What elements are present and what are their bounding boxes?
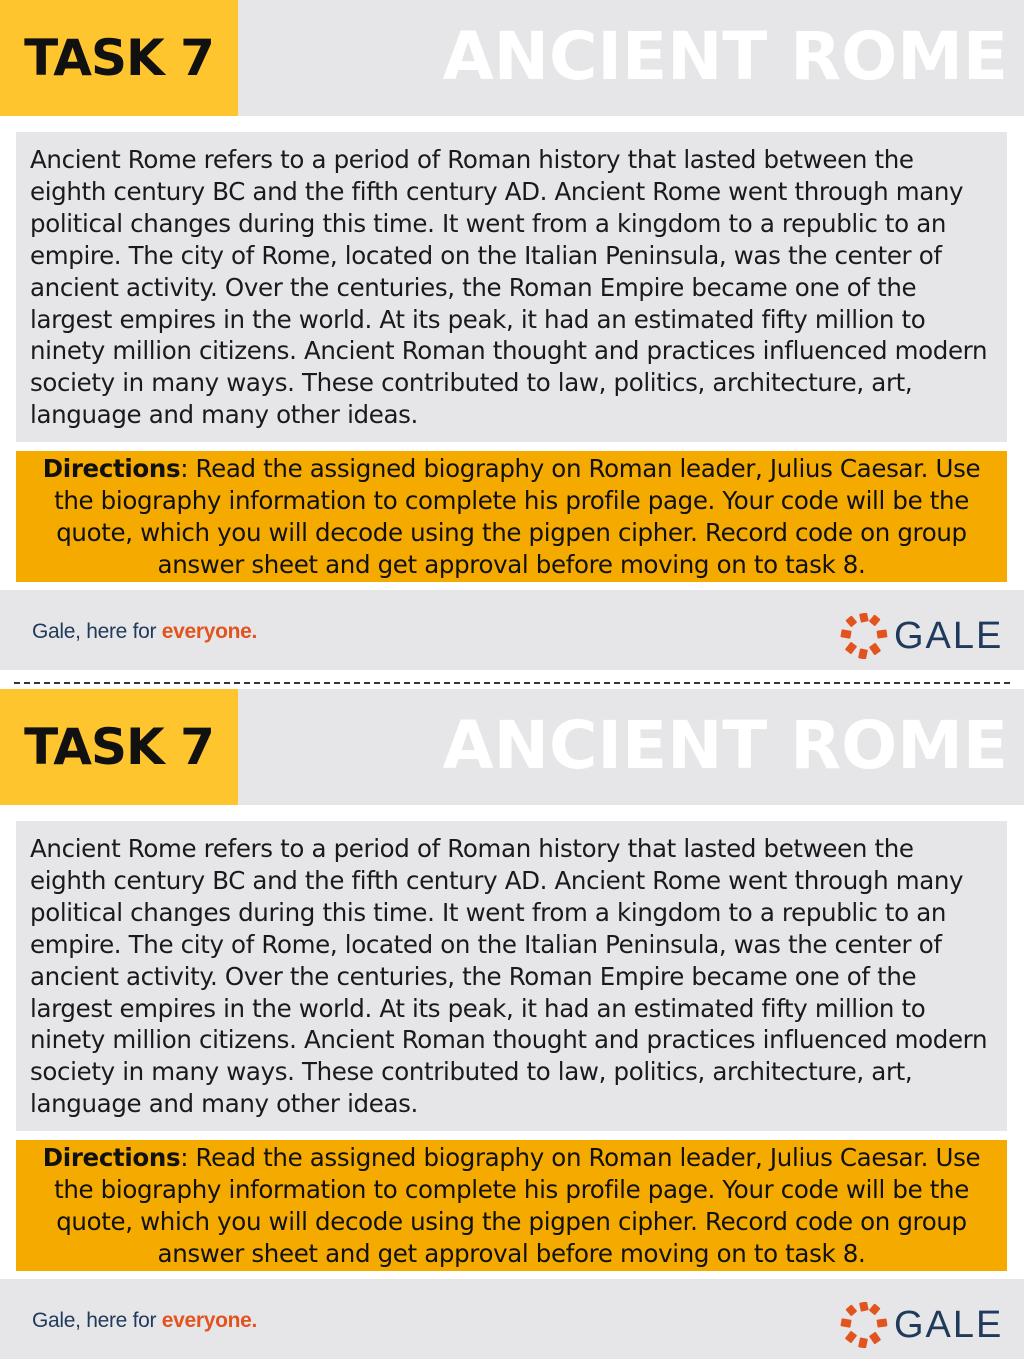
gale-starburst-icon <box>840 613 888 659</box>
directions-panel <box>16 1140 1007 1271</box>
directions-label: Directions <box>42 454 181 483</box>
task-label: TASK 7 <box>24 29 214 87</box>
page-title: ANCIENT ROME <box>442 18 1008 95</box>
brand-tagline <box>32 1309 257 1333</box>
task-label: TASK 7 <box>24 718 214 776</box>
intro-text: Ancient Rome refers to a period of Roman history that lasted between the eighth century BC and the fifth century AD. Ancient Rome went through many political changes during this time. It went from a kingdom to a republic to an empire. The city of Rome, located on the Italian Peninsula, was the center of ancient activity. Over the centuries, the Roman Empire became one of the largest empires in the world. At its peak, it had an estimated fifty million to ninety million citizens. Ancient Roman thought and practices influenced modern society in many ways. These contributed to law, politics, architecture, art, language and many other ideas. <box>30 834 988 1119</box>
page-title: ANCIENT ROME <box>442 707 1008 784</box>
gale-logo <box>840 1302 1003 1348</box>
intro-panel <box>16 132 1007 442</box>
tagline-prefix: Gale, here for <box>32 1309 162 1332</box>
card-footer <box>0 1279 1024 1359</box>
tagline-accent: everyone. <box>161 620 258 643</box>
directions-text <box>24 453 999 581</box>
directions-body: : Read the assigned biography on Roman leader, Julius Caesar. Use the biography information to complete his profile page. Your code will be the quote, which you will decode using the pigpen cipher. Record code on group answer sheet and get approval before moving on to task 8. <box>54 1143 981 1268</box>
task-badge <box>0 0 238 116</box>
brand-tagline <box>32 620 257 644</box>
gale-starburst-icon <box>840 1302 888 1348</box>
cut-line-divider <box>14 682 1010 684</box>
card-header <box>0 0 1024 116</box>
card-header <box>0 689 1024 805</box>
task-badge <box>0 689 238 805</box>
tagline-accent: everyone. <box>161 1309 258 1332</box>
directions-panel <box>16 451 1007 582</box>
directions-label: Directions <box>42 1143 181 1172</box>
intro-text: Ancient Rome refers to a period of Roman history that lasted between the eighth century BC and the fifth century AD. Ancient Rome went through many political changes during this time. It went from a kingdom to a republic to an empire. The city of Rome, located on the Italian Peninsula, was the center of ancient activity. Over the centuries, the Roman Empire became one of the largest empires in the world. At its peak, it had an estimated fifty million to ninety million citizens. Ancient Roman thought and practices influenced modern society in many ways. These contributed to law, politics, architecture, art, language and many other ideas. <box>30 145 988 430</box>
directions-body: : Read the assigned biography on Roman leader, Julius Caesar. Use the biography information to complete his profile page. Your code will be the quote, which you will decode using the pigpen cipher. Record code on group answer sheet and get approval before moving on to task 8. <box>54 454 981 579</box>
tagline-prefix: Gale, here for <box>32 620 162 643</box>
logo-text: GALE <box>894 1304 1004 1346</box>
intro-panel <box>16 821 1007 1131</box>
gale-logo <box>840 613 1003 659</box>
logo-text: GALE <box>894 615 1004 657</box>
card-footer <box>0 590 1024 670</box>
directions-text <box>24 1142 999 1270</box>
